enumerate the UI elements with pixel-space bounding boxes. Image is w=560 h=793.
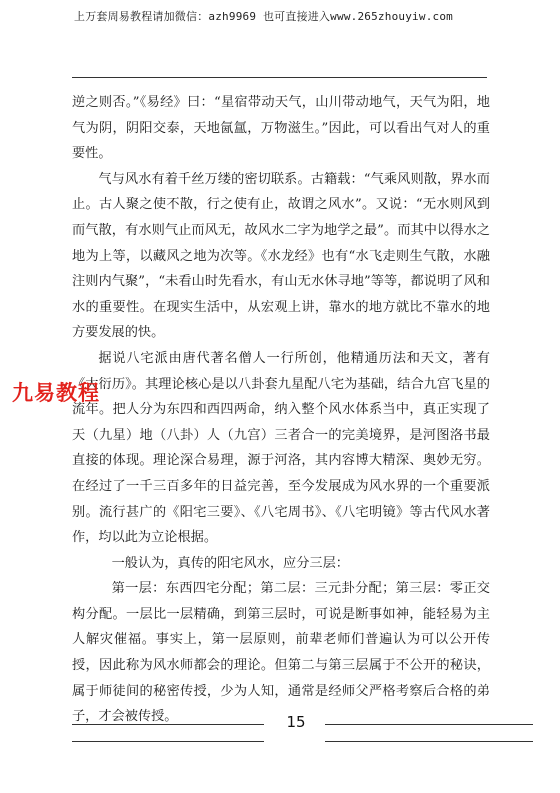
- paragraph-1: 逆之则否。”《易经》曰：“星宿带动天气，山川带动地气，天气为阳，地气为阴，阴阳交泰，天地氤氲，万物滋生。”因此，可以看出气对人的重要性。: [72, 95, 490, 162]
- footer-rule-left-lower: [72, 741, 264, 742]
- paragraph-3: 据说八宅派由唐代著名僧人一行所创，他精通历法和天文，著有《大衍历》。其理论核心是以八卦套九星配八宅为基础，结合九宫飞星的流年。把人分为东四和西四两命，纳入整个风水体系当中，真正实现了天（九星）地（八卦）人（九宫）三者合一的完美境界，是河图洛书最直接的体现。理论深合易理，源于河洛，其内容博大精深、奥妙无穷。在经过了一千三百多年的日益完善，至今发展成为风水界的一个重要派别。流行甚广的《阳宅三要》、《八宅周书》、《八宅明镜》等古代风水著作，均以此为立论根据。: [72, 350, 490, 546]
- body-text: [72, 90, 490, 730]
- footer-rule-right-upper: [325, 724, 533, 725]
- paragraph-2: 气与风水有着千丝万缕的密切联系。古籍载：“气乘风则散，界水而止。古人聚之使不散，行之使有止，故谓之风水”。又说：“无水则风到而气散，有水则气止而风无，故风水二字为地学之最”。而其中以得水之地为上等，以藏风之地为次等。《水龙经》也有“水飞走则生气散，水融注则内气聚”，“未看山时先看水，有山无水休寻地”等等，都说明了风和水的重要性。在现实生活中，从宏观上讲，靠水的地方就比不靠水的地方要发展的快。: [72, 171, 490, 341]
- page-number: 15: [286, 713, 306, 731]
- header-rule: [72, 77, 487, 78]
- watermark-logo: 九易教程: [12, 381, 100, 405]
- paragraph-4: 一般认为，真传的阳宅风水，应分三层：: [111, 555, 349, 571]
- paragraph-5: 第一层：东西四宅分配；第二层：三元卦分配；第三层：零正交构分配。一层比一层精确，到第三层时，可说是断事如神，能轻易为主人解灾催福。事实上，第一层原则，前辈老师们普遍认为可以公开传授，因此称为风水师都会的理论。但第二与第三层属于不公开的秘诀，属于师徒间的秘密传授，少为人知，通常是经师父严格考察后合格的弟子，才会被传授。: [72, 581, 490, 725]
- footer-rule-left-upper: [72, 724, 264, 725]
- page-header: 上万套周易教程请加微信：azh9969 也可直接进入www.265zhouyiw.com: [74, 10, 453, 23]
- footer-rule-right-lower: [325, 741, 533, 742]
